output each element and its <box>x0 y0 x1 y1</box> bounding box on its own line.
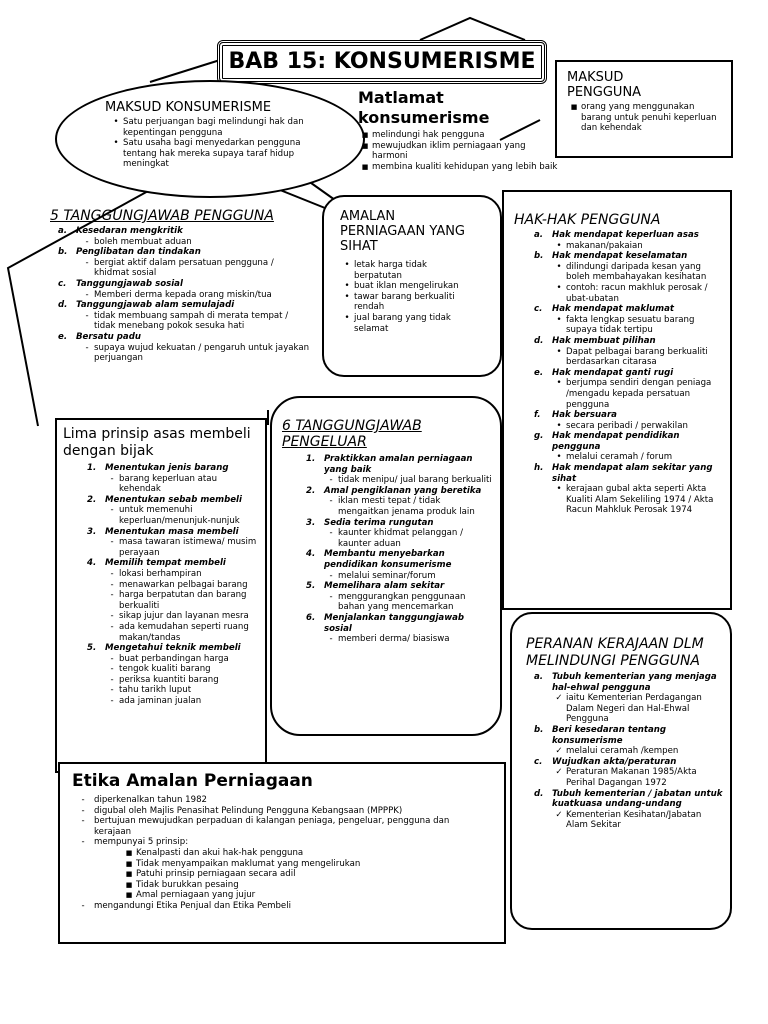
list-item: • buat iklan mengelirukan <box>344 281 459 292</box>
list-item <box>63 527 261 538</box>
item-label: Tubuh kementerian / jabatan untuk kuatkuasa undang-undang <box>552 788 723 810</box>
tanggungjawab-pengguna-section <box>50 208 310 364</box>
list-item <box>50 279 310 290</box>
item-label: Hak mendapat alam sekitar yang sihat <box>552 463 713 484</box>
list-item: • Satu usaha bagi menyedarkan pengguna tentang hak mereka supaya taraf hidup meningkat <box>113 138 301 170</box>
sub-item: - tidak membuang sampah di merata tempat / tidak menebang pokok sesuka hati <box>85 310 289 332</box>
item-label: Hak mendapat pendidikan pengguna <box>552 431 680 452</box>
item-label: Membantu menyebarkan pendidikan konsumerisme <box>324 549 452 570</box>
list-item <box>63 463 261 474</box>
item-label: Praktikkan amalan perniagaan yang baik <box>324 454 473 475</box>
sub-item: - kaunter khidmat pelanggan / kaunter aduan <box>329 528 464 549</box>
list-item <box>514 251 724 262</box>
lima-prinsip-box <box>55 418 267 773</box>
list-item <box>50 300 310 311</box>
sub-item: • contoh: racun makhluk perosak / ubat-ubatan <box>556 282 708 304</box>
list-item <box>63 495 261 506</box>
item-label: Sedia terima rungutan <box>324 517 434 528</box>
item-label: Hak mendapat keperluan asas <box>552 230 699 240</box>
hak-pengguna-box <box>502 190 732 610</box>
maksud-konsumerisme-heading: MAKSUD KONSUMERISME <box>105 100 272 115</box>
item-number: 5. <box>306 581 316 592</box>
list-item <box>282 613 494 634</box>
list-item <box>63 643 261 654</box>
item-label: Penglibatan dan tindakan <box>76 247 201 258</box>
list-item <box>282 454 494 475</box>
list-item: • jual barang yang tidak selamat <box>344 312 451 334</box>
item-label: Hak mendapat maklumat <box>552 304 674 315</box>
matlamat-section <box>358 88 583 172</box>
peranan-heading: PERANAN KERAJAAN DLM MELINDUNGI PENGGUNA <box>526 636 704 669</box>
maksud-pengguna-heading: MAKSUD PENGGUNA <box>567 70 642 100</box>
tanggungjawab-pengguna-heading: 5 TANGGUNGJAWAB PENGGUNA <box>50 208 274 224</box>
item-label: Menentukan masa membeli <box>105 526 239 537</box>
list-item: ■ Tidak burukkan pesaing <box>125 879 239 890</box>
sub-item: • makanan/pakaian <box>556 240 643 251</box>
list-item: - digubal oleh Majlis Penasihat Pelindung Pengguna Kebangsaan (MPPPK) <box>81 805 403 816</box>
sub-item: - tahu tarikh luput <box>110 685 192 696</box>
sub-item: - barang keperluan atau kehendak <box>110 473 218 495</box>
amalan-perniagaan-box <box>322 195 502 377</box>
sub-item: - menggurangkan penggunaan bahan yang mencemarkan <box>329 591 466 613</box>
list-item: - mengandungi Etika Penjual dan Etika Pembeli <box>81 900 291 911</box>
item-number: g. <box>534 431 544 442</box>
sub-item: - supaya wujud kekuatan / pengaruh untuk jayakan perjuangan <box>85 342 310 364</box>
item-label: Hak mendapat ganti rugi <box>552 367 674 378</box>
item-number: 3. <box>87 526 97 537</box>
item-label: Mengetahui teknik membeli <box>105 643 241 654</box>
lima-prinsip-heading: Lima prinsip asas membeli dengan bijak <box>63 426 251 459</box>
page-title: BAB 15: KONSUMERISME <box>217 40 547 84</box>
sub-item: - bergiat aktif dalam persatuan pengguna / khidmat sosial <box>85 257 274 279</box>
item-number: e. <box>58 331 68 342</box>
list-item <box>526 672 724 693</box>
item-label: Menentukan jenis barang <box>105 463 229 473</box>
item-label: Hak mendapat keselamatan <box>552 251 688 262</box>
list-item: • tawar barang berkualiti rendah <box>344 291 455 313</box>
list-item <box>50 332 310 343</box>
item-number: 2. <box>87 494 97 505</box>
list-item <box>63 558 261 569</box>
list-item: - diperkenalkan tahun 1982 <box>81 795 208 805</box>
list-item: ■ membina kualiti kehidupan yang lebih baik <box>361 161 558 172</box>
sub-item: ✓ Kementerian Kesihatan/Jabatan Alam Sekitar <box>555 809 702 831</box>
list-item <box>514 336 724 347</box>
list-item: ■ Kenalpasti dan akui hak-hak pengguna <box>125 847 304 858</box>
item-label: Tubuh kementerian yang menjaga hal-ehwal pengguna <box>552 672 717 693</box>
maksud-pengguna-box <box>555 60 733 158</box>
list-item: • Satu perjuangan bagi melindungi hak dan kepentingan pengguna <box>113 117 304 138</box>
item-label: Menjalankan tanggungjawab sosial <box>324 612 465 634</box>
list-item <box>526 725 724 746</box>
item-number: 5. <box>87 643 97 654</box>
item-number: 6. <box>306 612 316 623</box>
item-number: a. <box>534 230 544 240</box>
item-label: Memelihara alam sekitar <box>324 581 445 592</box>
item-number: e. <box>534 367 544 378</box>
item-label: Wujudkan akta/peraturan <box>552 756 677 767</box>
item-label: Hak bersuara <box>552 410 617 421</box>
sub-item: ✓ iaitu Kementerian Perdagangan Dalam Negeri dan Hal-Ehwal Pengguna <box>555 693 702 725</box>
item-number: f. <box>534 410 541 421</box>
list-item <box>514 410 724 421</box>
item-label: Amal pengiklanan yang beretika <box>324 485 482 496</box>
sub-item: - buat perbandingan harga <box>110 653 229 664</box>
amalan-heading: AMALAN PERNIAGAAN YANG SIHAT <box>340 209 466 254</box>
item-label: Memilih tempat membeli <box>105 558 226 569</box>
pengeluar-box <box>270 396 502 736</box>
sub-item: - ada kemudahan seperti ruang makan/tandas <box>110 621 249 643</box>
sub-item: - harga berpatutan dan barang berkualiti <box>110 590 247 611</box>
sub-item: ✓ Peraturan Makanan 1985/Akta Perihal Dagangan 1972 <box>555 767 697 788</box>
item-label: Tanggungjawab sosial <box>76 278 183 289</box>
sub-item: - boleh membuat aduan <box>85 236 192 247</box>
item-number: c. <box>58 278 67 289</box>
item-label: Tanggungjawab alam semulajadi <box>76 300 235 311</box>
list-item: ■ mewujudkan iklim perniagaan yang harmoni <box>361 140 526 162</box>
list-item <box>282 549 494 570</box>
list-item <box>514 463 724 484</box>
list-item: ■ melindungi hak pengguna <box>361 130 485 140</box>
item-number: 4. <box>87 558 97 569</box>
sub-item: - melalui seminar/forum <box>329 570 436 581</box>
item-number: c. <box>534 756 543 767</box>
item-number: d. <box>534 788 544 799</box>
list-item <box>282 581 494 592</box>
item-number: 1. <box>87 463 97 473</box>
item-number: 1. <box>306 454 316 464</box>
list-item <box>526 757 724 768</box>
list-item <box>50 226 310 237</box>
sub-item: - menawarkan pelbagai barang <box>110 579 248 590</box>
matlamat-heading: Matlamat konsumerisme <box>358 88 490 127</box>
item-number: b. <box>534 251 544 262</box>
item-number: 3. <box>306 517 316 528</box>
sub-item: - lokasi berhampiran <box>110 568 202 579</box>
etika-box <box>58 762 506 944</box>
peranan-kerajaan-box <box>510 612 732 930</box>
item-number: b. <box>58 247 68 258</box>
sub-item: ✓ melalui ceramah /kempen <box>555 746 679 757</box>
sub-item: • dilindungi daripada kesan yang boleh membahayakan kesihatan <box>556 261 707 283</box>
item-number: 4. <box>306 549 316 560</box>
list-item: ■ orang yang menggunakan barang untuk penuhi keperluan dan kehendak <box>570 102 717 134</box>
item-number: d. <box>58 300 68 311</box>
list-item <box>282 518 494 529</box>
etika-heading: Etika Amalan Perniagaan <box>72 771 313 791</box>
item-label: Bersatu padu <box>76 331 141 342</box>
list-item: ■ Tidak menyampaikan maklumat yang mengelirukan <box>125 858 361 869</box>
sub-item: - ada jaminan jualan <box>110 696 202 707</box>
item-label: Hak membuat pilihan <box>552 335 656 346</box>
item-number: a. <box>534 672 544 682</box>
hak-pengguna-heading: HAK-HAK PENGGUNA <box>514 212 661 228</box>
sub-item: - tengok kualiti barang <box>110 664 211 675</box>
list-item <box>282 486 494 497</box>
list-item <box>514 431 724 452</box>
item-label: Menentukan sebab membeli <box>105 494 242 505</box>
list-item: - bertujuan mewujudkan perpaduan di kalangan peniaga, pengeluar, pengguna dan kerajaan <box>81 816 450 837</box>
item-number: 2. <box>306 485 316 496</box>
sub-item: - memberi derma/ biasiswa <box>329 634 450 645</box>
item-number: a. <box>58 226 68 236</box>
sub-item: - masa tawaran istimewa/ musim perayaan <box>110 537 257 558</box>
list-item <box>526 789 724 810</box>
item-number: c. <box>534 304 543 315</box>
maksud-konsumerisme-ellipse <box>55 80 365 198</box>
sub-item: • secara peribadi / perwakilan <box>556 420 688 431</box>
list-item: - mempunyai 5 prinsip: <box>81 837 189 848</box>
sub-item: • berjumpa sendiri dengan peniaga /mengadu kepada persatuan pengguna <box>556 378 712 410</box>
item-number: d. <box>534 335 544 346</box>
sub-item: • Dapat pelbagai barang berkualiti berdasarkan citarasa <box>556 346 708 368</box>
list-item <box>514 230 724 241</box>
item-label: Kesedaran mengkritik <box>76 226 183 236</box>
list-item <box>514 304 724 315</box>
list-item <box>50 247 310 258</box>
sub-item: - iklan mesti tepat / tidak mengaitkan jenama produk lain <box>329 496 475 517</box>
list-item <box>514 368 724 379</box>
item-number: h. <box>534 463 544 474</box>
sub-item: - tidak menipu/ jual barang berkualiti <box>329 475 492 486</box>
list-item: ■ Amal perniagaan yang jujur <box>125 890 256 901</box>
sub-item: • kerajaan gubal akta seperti Akta Kualiti Alam Sekeliling 1974 / Akta Racun Mahkluk Perosak 1974 <box>556 484 714 516</box>
sub-item: - Memberi derma kepada orang miskin/tua <box>85 289 272 300</box>
pengeluar-heading: 6 TANGGUNGJAWAB PENGELUAR <box>282 418 422 450</box>
sub-item: • melalui ceramah / forum <box>556 452 673 463</box>
item-label: Beri kesedaran tentang konsumerisme <box>552 724 667 746</box>
sub-item: - sikap jujur dan layanan mesra <box>110 611 249 622</box>
list-item: • letak harga tidak berpatutan <box>344 260 428 281</box>
item-number: b. <box>534 724 544 735</box>
sub-item: - periksa kuantiti barang <box>110 674 219 685</box>
sub-item: - untuk memenuhi keperluan/menunjuk-nunjuk <box>110 505 240 526</box>
sub-item: • fakta lengkap sesuatu barang supaya tidak tertipu <box>556 314 695 336</box>
list-item: ■ Patuhi prinsip perniagaan secara adil <box>125 869 296 880</box>
